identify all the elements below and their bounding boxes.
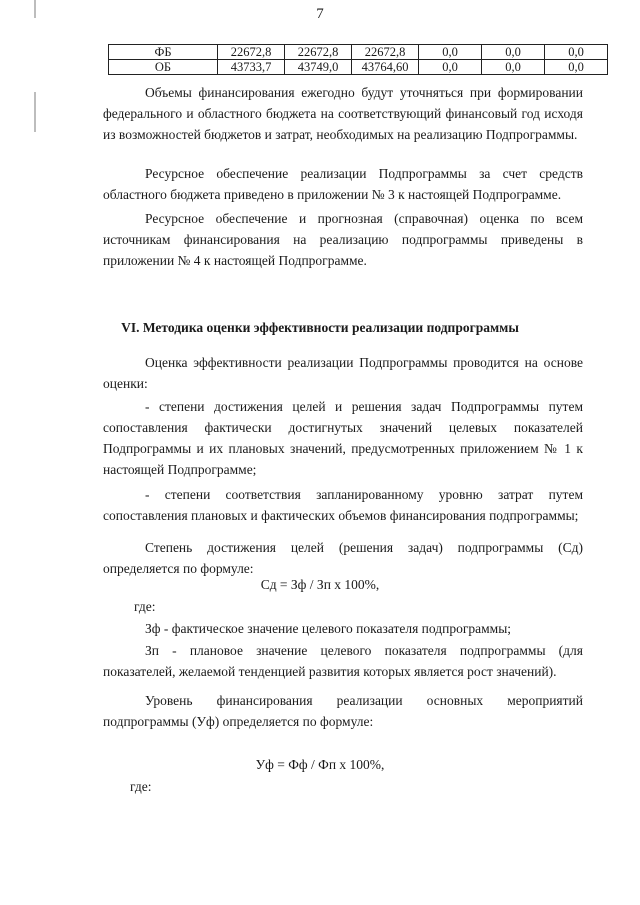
table-cell: 0,0 [482, 45, 545, 60]
list-item-costs: - степени соответствия запланированному уровню затрат путем сопоставления плановых и фактических объемов финансирования подпрограммы; [103, 487, 583, 523]
formula-sd: Сд = Зф / Зп х 100%, [260, 577, 380, 592]
table-cell: 0,0 [545, 45, 608, 60]
page-number: 7 [316, 6, 324, 22]
definition-zf: Зф - фактическое значение целевого показателя подпрограммы; [145, 621, 512, 636]
table-cell: 0,0 [545, 60, 608, 75]
table-row [109, 45, 608, 60]
definition-zp: Зп - плановое значение целевого показателя подпрограммы (для показателей, желаемой тенденцией развития которых является рост значений). [103, 643, 583, 679]
table-cell: 0,0 [482, 60, 545, 75]
table-cell: 0,0 [419, 60, 482, 75]
table-cell: 43733,7 [218, 60, 285, 75]
row-label: ОБ [109, 60, 218, 75]
formula-uf: Уф = Фф / Фп х 100%, [255, 757, 385, 772]
financing-table [108, 44, 608, 75]
paragraph-assessment-basis: Оценка эффективности реализации Подпрограммы проводится на основе оценки: [103, 355, 583, 391]
paragraph-funding-level: Уровень финансирования реализации основных мероприятий подпрограммы (Уф) определяется по формуле: [103, 693, 583, 729]
table-cell: 43749,0 [285, 60, 352, 75]
section-heading: VI. Методика оценки эффективности реализации подпрограммы [121, 320, 519, 335]
list-item-goals: - степени достижения целей и решения задач Подпрограммы путем сопоставления фактически достигнутых значений целевых показателей Подпрограммы и их плановых значений, предусмотренных приложением № 1 к настоящей Подпрограмме; [103, 399, 583, 477]
scan-margin-mark [34, 92, 36, 132]
table-cell: 0,0 [419, 45, 482, 60]
row-label: ФБ [109, 45, 218, 60]
paragraph-all-sources: Ресурсное обеспечение и прогнозная (справочная) оценка по всем источникам финансирования на реализацию подпрограммы приведены в приложении № 4 к настоящей Подпрограмме. [103, 211, 583, 268]
paragraph-goal-degree: Степень достижения целей (решения задач) подпрограммы (Сд) определяется по формуле: [103, 540, 583, 576]
table-row [109, 60, 608, 75]
table-cell: 22672,8 [352, 45, 419, 60]
paragraph-financing-volumes: Объемы финансирования ежегодно будут уточняться при формировании федерального и областного бюджета на соответствующий финансовый год исходя из возможностей бюджетов и затрат, необходимых на реализацию Подпрограммы. [103, 85, 583, 142]
where-label: где: [134, 599, 156, 614]
table-cell: 22672,8 [285, 45, 352, 60]
table-cell: 43764,60 [352, 60, 419, 75]
where-label: где: [130, 779, 152, 794]
paragraph-regional-budget: Ресурсное обеспечение реализации Подпрограммы за счет средств областного бюджета приведено в приложении № 3 к настоящей Подпрограмме. [103, 166, 583, 202]
table-cell: 22672,8 [218, 45, 285, 60]
